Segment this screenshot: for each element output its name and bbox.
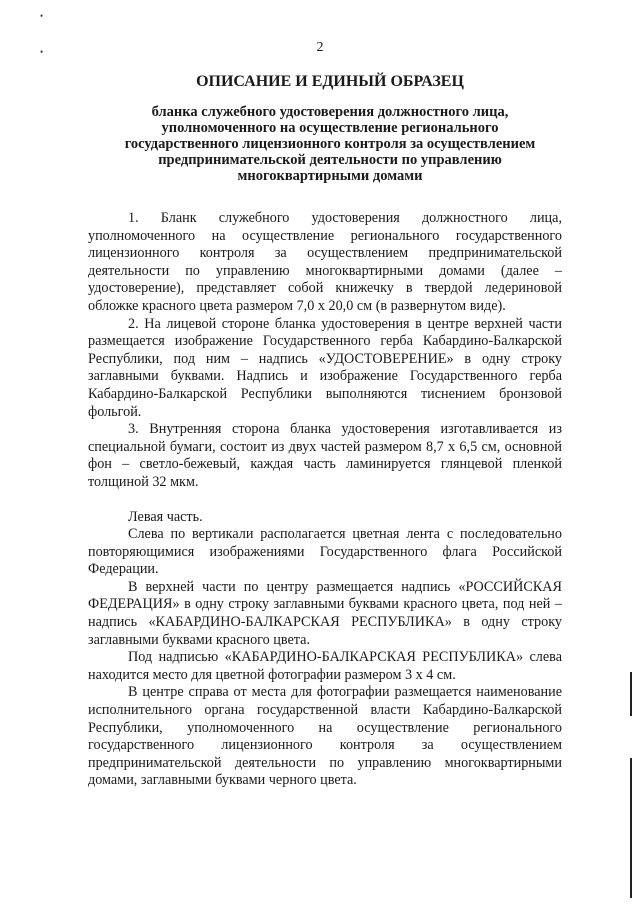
document-title: ОПИСАНИЕ И ЕДИНЫЙ ОБРАЗЕЦ	[196, 73, 464, 90]
paragraph-authority-name: В центре справа от места для фотографии размещается наименование исполнительного органа государственной власти Кабардино-Балкарской Республики, уполномоченного на осуществление регионального государственного лицензионного контроля за осуществлением предпринимательской деятельности по управлению многоквартирными домами, заглавными буквами черного цвета.	[88, 684, 562, 789]
paragraph-photo-place: Под надписью «КАБАРДИНО-БАЛКАРСКАЯ РЕСПУБЛИКА» слева находится место для цветной фотографии размером 3 х 4 см.	[88, 649, 562, 683]
paragraph-item-3: 3. Внутренняя сторона бланка удостоверения изготавливается из специальной бумаги, состоит из двух частей размером 8,7 х 6,5 см, основной фон – светло-бежевый, каждая часть ламинируется глянцевой пленкой толщиной 32 мкм.	[88, 421, 562, 490]
subtitle-line: уполномоченного на осуществление регионального	[161, 120, 499, 136]
paragraph-item-2: 2. На лицевой стороне бланка удостоверения в центре верхней части размещается изображение Государственного герба Кабардино-Балкарской Республики, под ним – надпись «УДОСТОВЕРЕНИЕ» в одну строку заглавными буквами. Надпись и изображение Государственного герба Кабардино-Балкарской Республики выполняются тиснением бронзовой фольгой.	[88, 315, 562, 420]
scan-artifact-mark: •	[40, 47, 44, 57]
document-body	[88, 210, 562, 790]
subtitle-line: предпринимательской деятельности по управлению	[158, 152, 502, 168]
paragraph-left-ribbon: Слева по вертикали располагается цветная лента с последовательно повторяющимися изображениями Государственного флага Российской Федерации.	[88, 526, 562, 578]
paragraph-top-inscriptions: В верхней части по центру размещается надпись «РОССИЙСКАЯ ФЕДЕРАЦИЯ» в одну строку заглавными буквами красного цвета, под ней – надпись «КАБАРДИНО-БАЛКАРСКАЯ РЕСПУБЛИКА» в одну строку заглавными буквами красного цвета.	[88, 578, 562, 648]
scan-edge-line	[630, 758, 632, 898]
subtitle-line: бланка служебного удостоверения должностного лица,	[151, 104, 509, 120]
paragraph-item-1: 1. Бланк служебного удостоверения должностного лица, уполномоченного на осуществление регионального государственного лицензионного контроля за осуществлением предпринимательской деятельности по управлению многоквартирными домами (далее – удостоверение), представляет собой книжечку в твердой ледериновой обложке красного цвета размером 7,0 х 20,0 см (в развернутом виде).	[88, 210, 562, 314]
subtitle-line: государственного лицензионного контроля за осуществлением	[124, 136, 536, 152]
scan-artifact-mark: •	[40, 11, 44, 21]
document-subtitle	[80, 104, 580, 184]
scan-edge-line	[630, 672, 632, 716]
page-number: 2	[316, 40, 324, 55]
subtitle-line: многоквартирными домами	[237, 168, 423, 184]
section-heading-left-part: Левая часть.	[128, 508, 203, 525]
